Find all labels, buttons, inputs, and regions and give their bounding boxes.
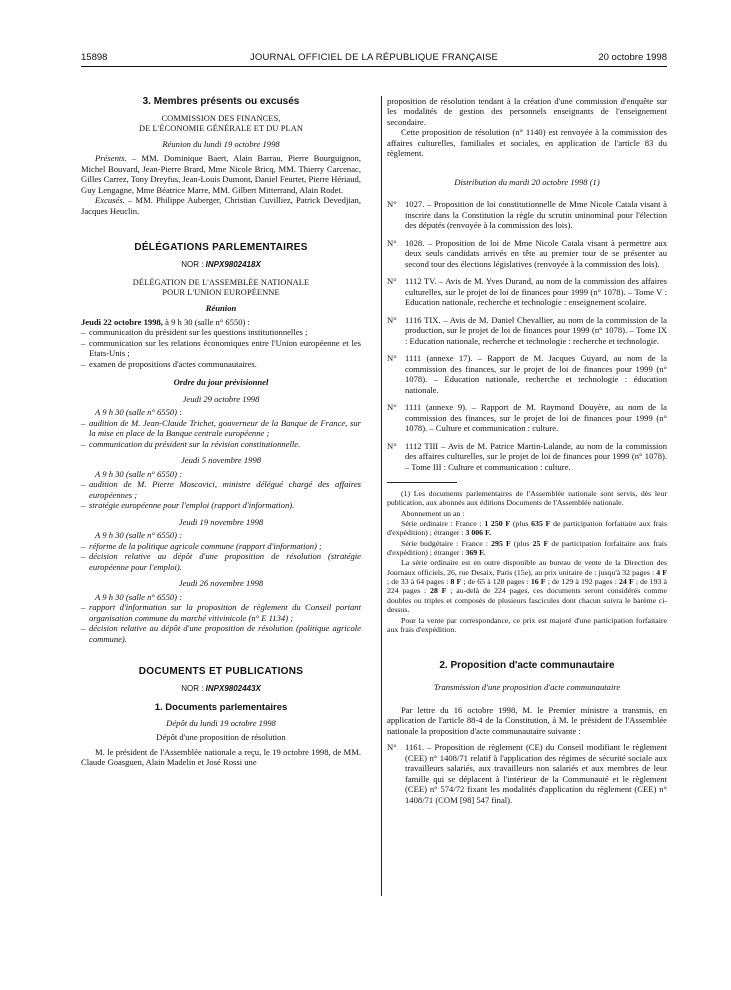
text: ; de 33 à 64 pages : — [387, 577, 451, 587]
section-title-delegations: DÉLÉGATIONS PARLEMENTAIRES — [134, 242, 308, 254]
agenda-time: A 9 h 30 (salle n° 6550) : — [95, 530, 183, 541]
nor-documents — [81, 684, 361, 694]
item-number-label: N° — [387, 402, 397, 413]
nor-label: NOR : — [181, 684, 206, 694]
list-item: – audition de M. Pierre Moscovici, ministre délégué chargé des affaires européennes ; — [81, 479, 361, 500]
list-item: – examen de propositions d'actes communautaires. — [81, 359, 361, 369]
section-title-members: 3. Membres présents ou excusés — [142, 96, 300, 107]
footnote-note: (1) Les documents parlementaires de l'Assemblée nationale sont servis, dès leur publication, aux abonnés aux éditions Documents de l'Assemblée nationale. — [387, 489, 667, 508]
item-text: 1112 TIII – Avis de M. Patrice Martin-Lalande, au nom de la commission des affaires culturelles, sur le projet de loi de finances pour 1999 (n° 1078). – Tome III : Culture et communication : culture. — [405, 440, 667, 472]
agenda-date: Jeudi 29 octobre 1998 — [182, 393, 260, 404]
agenda-time: A 9 h 30 (salle n° 6550) : — [95, 468, 183, 479]
text: ; au-delà de 224 pages, ces documents seront considérés comme doubles ou triples et composés de plusieurs fascicules dont chacun suivra le barème ci-dessus. — [387, 586, 667, 615]
agenda-block — [81, 517, 361, 572]
agenda-time: A 9 h 30 (salle n° 6550) : — [95, 407, 183, 418]
list-item — [387, 402, 667, 433]
list-item — [387, 238, 667, 269]
delegation-name-line1: DÉLÉGATION DE L'ASSEMBLÉE NATIONALE — [132, 278, 310, 288]
distribution-list — [387, 199, 667, 472]
nor-code: INPX9802418X — [205, 260, 261, 270]
excuses-label: Excusés. — [95, 195, 125, 206]
reunion-label: Réunion — [205, 302, 237, 313]
list-item — [387, 353, 667, 395]
list-item: – stratégie européenne pour l'emploi (rapport d'information). — [81, 500, 361, 510]
depot-text: M. le président de l'Assemblée nationale a reçu, le 19 octobre 1998, de MM. Claude Goasguen, Alain Madelin et José Rossi une — [81, 746, 361, 768]
transmission-title: Transmission d'une proposition d'acte communautaire — [433, 682, 621, 693]
text: ; de 129 à 192 pages : — [545, 577, 620, 587]
reunion-items — [81, 327, 361, 369]
commission-name-line2: DE L'ÉCONOMIE GÉNÉRALE ET DU PLAN — [139, 124, 303, 134]
excuses-text: – MM. Philippe Auberger, Christian Cuvilliez, Patrick Devedjian, Jacques Heuclin. — [81, 195, 361, 216]
item-text: 1027. – Proposition de loi constitutionnelle de Mme Nicole Catala visant à inscrire dans la Constitution la règle du scrutin uninominal pour l'élection des députés (renvoyée à la commission des lois). — [405, 199, 667, 231]
text: (plus — [510, 519, 532, 529]
list-item: – communication du président sur les questions institutionnelles ; — [81, 327, 361, 337]
agenda-date: Jeudi 26 novembre 1998 — [178, 578, 264, 589]
price: 295 F — [491, 538, 511, 548]
price: 16 F — [530, 577, 546, 587]
price: 635 F — [531, 519, 551, 529]
item-text: 1116 TIX. – Avis de M. Daniel Chevallier, au nom de la commission de la production, sur le projet de loi de finances pour 1999 (n° 1078). – Tome IX : Education nationale, recherche et technologie : recherche et technologie. — [405, 314, 667, 346]
text: Série ordinaire : France : — [401, 519, 485, 529]
footnote-correspondance: Pour la vente par correspondance, ce prix est majoré d'une participation forfaitaire aux frais d'expédition. — [387, 615, 667, 634]
item-number-label: N° — [387, 276, 397, 287]
list-item — [387, 199, 667, 230]
footnote-budgetaire — [387, 539, 667, 558]
nor-code: INPX9802443X — [205, 684, 261, 694]
left-column — [81, 96, 361, 768]
agenda-date: Jeudi 5 novembre 1998 — [180, 455, 262, 466]
text: La série ordinaire est en outre disponible au bureau de vente de la Direction des Journaux officiels, 26, rue Desaix, Paris (15e), au prix unitaire de : jusqu'à 32 pages : — [387, 558, 667, 577]
list-item: – communication sur les relations économiques entre l'Union européenne et les Etats-Unis ; — [81, 338, 361, 359]
depot-subtitle: Dépôt d'une proposition de résolution — [156, 732, 286, 743]
list-item: – décision relative au dépôt d'une proposition de résolution (stratégie européenne pour l'emploi). — [81, 551, 361, 572]
list-item — [387, 276, 667, 307]
distribution-title: Distribution du mardi 20 octobre 1998 (1) — [454, 176, 600, 187]
delegation-name-line2: POUR L'UNION EUROPÉENNE — [162, 288, 280, 298]
agenda-items — [81, 479, 361, 510]
text: de participation forfaitaire aux frais d'expédition) ; étranger : — [387, 538, 667, 558]
list-item: – rapport d'information sur la proposition de règlement du Conseil portant organisation commune du marché vitivinicole (n° E 1134) ; — [81, 602, 361, 623]
agenda-items — [81, 602, 361, 644]
price: 4 F — [656, 567, 667, 577]
transmission-text: Par lettre du 16 octobre 1998, M. le Premier ministre a transmis, en application de l'article 88-4 de la Constitution, à M. le président de l'Assemblée nationale la proposition d'acte communautaire suivante : — [387, 704, 667, 736]
agenda-block — [81, 394, 361, 449]
renvoi-text: Cette proposition de résolution (n° 1140) est renvoyée à la commission des affaires culturelles, familiales et sociales, en application de l'article 83 du règlement. — [387, 127, 667, 159]
list-item: – réforme de la politique agricole commune (rapport d'information) ; — [81, 541, 361, 551]
agenda-block — [81, 578, 361, 644]
subsection-title-documents: 1. Documents parlementaires — [154, 702, 288, 714]
price: 1 250 F — [484, 519, 511, 529]
footnote-abonnement: Abonnement un an : — [401, 508, 465, 518]
presents-paragraph — [81, 153, 361, 195]
nor-delegations — [81, 260, 361, 270]
item-number-label: N° — [387, 314, 397, 325]
header-date: 20 octobre 1998 — [598, 52, 667, 63]
right-column — [387, 96, 667, 812]
text: (plus — [510, 538, 533, 548]
page-number: 15898 — [81, 52, 108, 63]
item-text: 1161. – Proposition de règlement (CE) du Conseil modifiant le règlement (CEE) n° 1408/71 relatif à l'application des régimes de sécurité sociale aux travailleurs salariés, aux travailleurs non salariés et aux membres de leur famille qui se déplacent à l'intérieur de la Communauté et le règlement (CEE) n° 574/72 fixant les modalités d'application du règlement (CEE) n° 1408/71 (COM [98] 547 final). — [405, 742, 667, 805]
list-item: – audition de M. Jean-Claude Trichet, gouverneur de la Banque de France, sur la mise en place de la Banque centrale européenne ; — [81, 418, 361, 439]
footnote-rule — [387, 482, 457, 483]
excuses-paragraph — [81, 195, 361, 216]
footnote-ordinaire — [387, 519, 667, 538]
section-title-documents: DOCUMENTS ET PUBLICATIONS — [138, 666, 304, 678]
reunion-date-bold: Jeudi 22 octobre 1998, — [81, 317, 163, 327]
text: Série budgétaire : France : — [401, 538, 492, 548]
item-text: 1111 (annexe 9). – Rapport de M. Raymond Douyère, au nom de la commission des finances, sur le projet de loi de finances pour 1999 (n° 1078). – Culture et communication : culture. — [405, 402, 667, 434]
agenda-time: A 9 h 30 (salle n° 6550) : — [95, 591, 183, 602]
item-text: 1028. – Proposition de loi de Mme Nicole Catala visant à permettre aux deux seuls candidats arrivés en tête au premier tour de se présenter au second tour des élections législatives (renvoyée à la commission des lois). — [405, 237, 667, 269]
commission-name-line1: COMMISSION DES FINANCES, — [161, 114, 281, 124]
continuation-text: proposition de résolution tendant à la création d'une commission d'enquête sur les modalités de gestion des personnels enseignants de l'enseignement secondaire. — [387, 96, 667, 127]
item-number-label: N° — [387, 237, 397, 248]
footnote-vente — [387, 558, 667, 614]
page-header — [81, 52, 667, 67]
column-divider — [381, 96, 382, 896]
depot-date: Dépôt du lundi 19 octobre 1998 — [166, 717, 276, 728]
list-item: – communication du président sur la révision constitutionnelle. — [81, 439, 361, 449]
reunion-date-rest: à 9 h 30 (salle n° 6550) : — [162, 317, 250, 327]
price: 25 F — [532, 538, 549, 548]
footnote — [387, 489, 667, 634]
text: ; de 193 à 224 pages : — [387, 577, 667, 596]
price: 3 006 F. — [465, 528, 491, 538]
ordre-du-jour-title: Ordre du jour prévisionnel — [173, 377, 269, 388]
price: 369 F. — [465, 548, 486, 558]
agenda-block — [81, 455, 361, 510]
meeting-date: Réunion du lundi 19 octobre 1998 — [162, 138, 280, 149]
list-item: – décision relative au dépôt d'une proposition de résolution (politique agricole commune). — [81, 623, 361, 644]
item-number-label: N° — [387, 742, 397, 753]
presents-text: – MM. Dominique Baert, Alain Barrau, Pierre Bourguignon, Michel Bouvard, Jean-Pierre Brard, Mme Nicole Bricq, MM. Thierry Carcenac, Gilles Carrez, Tony Dreyfus, Jean-Louis Dumont, Daniel Feurtet, Pierre Hériaud, Guy Lengagne, Mme Béatrice Marre, MM. Gilbert Mitterrand, Alain Rodet. — [81, 153, 361, 195]
text: de participation forfaitaire aux frais d'expédition) ; étranger : — [387, 519, 667, 538]
item-number-label: N° — [387, 353, 397, 364]
price: 24 F — [619, 577, 634, 587]
agenda-items — [81, 418, 361, 449]
list-item — [387, 315, 667, 346]
journal-title: JOURNAL OFFICIEL DE LA RÉPUBLIQUE FRANÇAISE — [249, 52, 499, 63]
item-number-label: N° — [387, 199, 397, 210]
item-number-label: N° — [387, 440, 397, 451]
price: 28 F — [430, 586, 447, 596]
agenda-date: Jeudi 19 novembre 1998 — [178, 516, 264, 527]
item-text: 1111 (annexe 17). – Rapport de M. Jacques Guyard, au nom de la commission des finances, sur le projet de loi de finances pour 1999 (n° 1078). – Education nationale, recherche et technologie : éducation nationale. — [405, 353, 667, 395]
reunion-date — [81, 317, 361, 327]
agenda-items — [81, 541, 361, 572]
section-title-acte-communautaire: 2. Proposition d'acte communautaire — [439, 660, 615, 672]
item-text: 1112 TV. – Avis de M. Yves Durand, au nom de la commission des affaires culturelles, sur le projet de loi de finances pour 1999 (n° 1078). – Tome V : Education nationale, recherche et technologie : enseignement scolaire. — [405, 276, 667, 308]
list-item — [387, 742, 667, 805]
list-item — [387, 441, 667, 472]
nor-label: NOR : — [181, 260, 206, 270]
price: 8 F — [450, 577, 462, 587]
text: ; de 65 à 128 pages : — [461, 577, 531, 587]
presents-label: Présents. — [95, 153, 127, 164]
